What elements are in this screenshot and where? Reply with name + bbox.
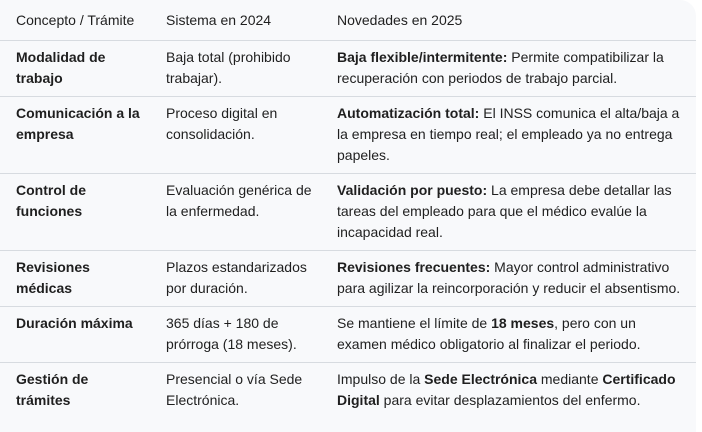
table-row bbox=[0, 173, 696, 250]
table-row bbox=[0, 40, 696, 96]
novedad-cell bbox=[320, 306, 696, 362]
system-2024-cell: Proceso digital en consolidación. bbox=[150, 96, 320, 173]
concept-cell: Duración máxima bbox=[0, 306, 150, 362]
novedad-text: Impulso de la bbox=[337, 370, 425, 387]
concept-cell: Control de funciones bbox=[0, 173, 150, 250]
novedad-text: mediante bbox=[537, 370, 603, 387]
novedad-text: para evitar desplazamientos del enfermo. bbox=[379, 391, 641, 408]
concept-cell: Revisiones médicas bbox=[0, 250, 150, 306]
novedad-text: Se mantiene el límite de bbox=[337, 314, 492, 331]
system-2024-cell: Evaluación genérica de la enfermedad. bbox=[150, 173, 320, 250]
novedad-cell bbox=[320, 96, 696, 173]
novedad-cell bbox=[320, 250, 696, 306]
table-row bbox=[0, 96, 696, 173]
novedad-text: El INSS comunica el alta/baja a la empresa en tiempo real; el empleado ya no entrega papeles. bbox=[337, 104, 680, 163]
header-concept: Concepto / Trámite bbox=[16, 12, 135, 28]
novedad-highlight: Validación por puesto: bbox=[337, 181, 488, 198]
novedad-highlight: Sede Electrónica bbox=[424, 370, 537, 387]
system-2024-cell: Presencial o vía Sede Electrónica. bbox=[150, 362, 320, 417]
novedad-highlight: Certificado Digital bbox=[337, 370, 676, 408]
concept-cell: Gestión de trámites bbox=[0, 362, 150, 417]
novedad-text: Mayor control administrativo para agilizar la reincorporación y reducir el absentismo. bbox=[337, 258, 681, 296]
table-row bbox=[0, 306, 696, 362]
concept-cell: Comunicación a la empresa bbox=[0, 96, 150, 173]
novedad-highlight: Revisiones frecuentes: bbox=[337, 258, 491, 275]
table-header-row bbox=[0, 0, 696, 40]
system-2024-cell: Plazos estandarizados por duración. bbox=[150, 250, 320, 306]
concept-cell: Modalidad de trabajo bbox=[0, 40, 150, 96]
novedad-cell bbox=[320, 362, 696, 417]
header-novedades-2025: Novedades en 2025 bbox=[337, 12, 463, 28]
system-2024-cell: 365 días + 180 de prórroga (18 meses). bbox=[150, 306, 320, 362]
novedad-highlight: Baja flexible/intermitente: bbox=[337, 48, 508, 65]
novedad-text: , pero con un examen médico obligatorio al finalizar el periodo. bbox=[337, 314, 641, 352]
novedad-cell bbox=[320, 40, 696, 96]
novedad-text: La empresa debe detallar las tareas del empleado para que el médico evalúe la incapacidad real. bbox=[337, 181, 672, 240]
table-row bbox=[0, 250, 696, 306]
novedad-highlight: 18 meses bbox=[491, 314, 555, 331]
header-system-2024: Sistema en 2024 bbox=[166, 12, 272, 28]
novedad-highlight: Automatización total: bbox=[337, 104, 480, 121]
novedad-cell bbox=[320, 173, 696, 250]
system-2024-cell: Baja total (prohibido trabajar). bbox=[150, 40, 320, 96]
novedad-text: Permite compatibilizar la recuperación con periodos de trabajo parcial. bbox=[337, 48, 664, 86]
table-row bbox=[0, 362, 696, 417]
